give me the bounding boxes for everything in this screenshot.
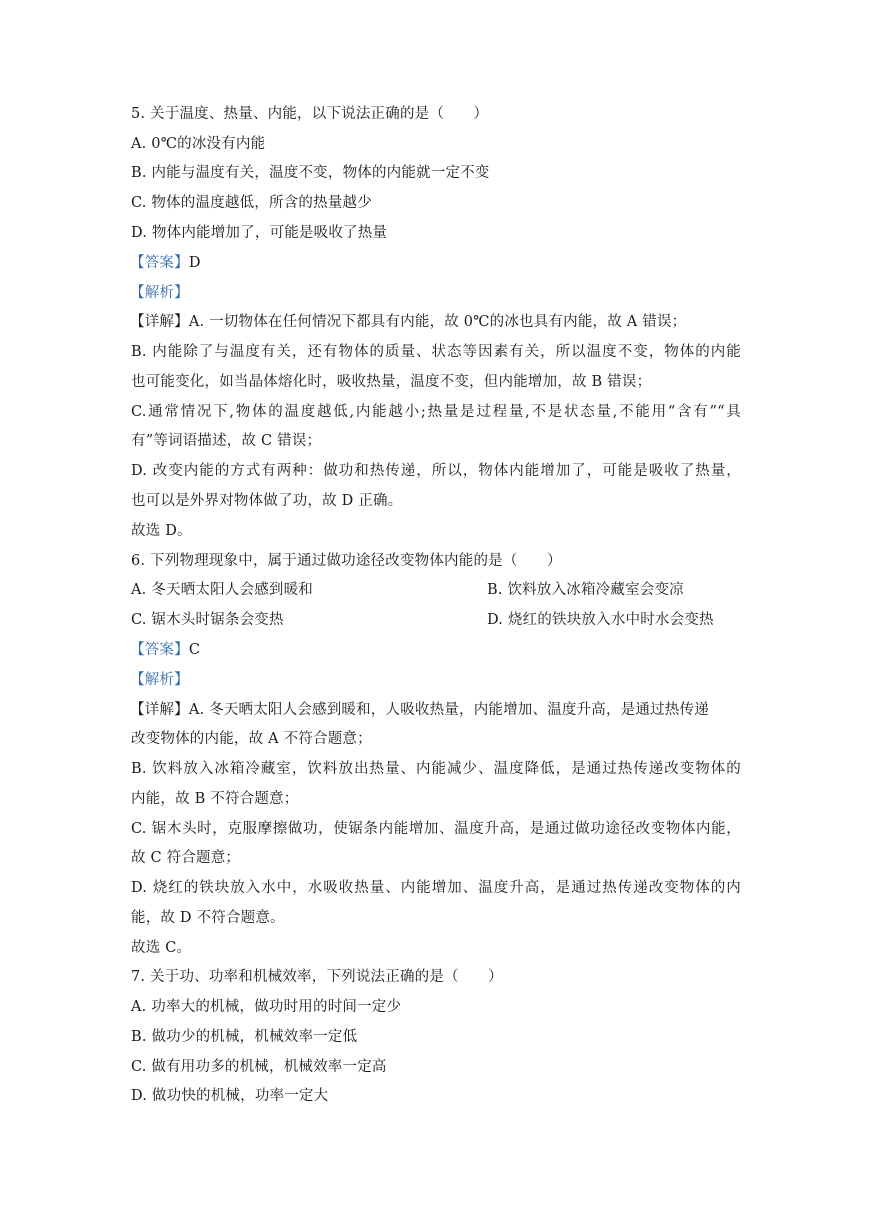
q5-detail-line-6: D. 改变内能的方式有两种：做功和热传递，所以，物体内能增加了，可能是吸收了热量，: [131, 463, 741, 479]
q5-option-c: C. 物体的温度越低，所含的热量越少: [131, 195, 372, 211]
q6-stem: 6. 下列物理现象中，属于通过做功途径改变物体内能的是（ ）: [131, 553, 562, 569]
q5-analysis: [130, 283, 740, 303]
q6-analysis-tag: 【解析】: [130, 672, 189, 688]
q6-detail-line-4: 内能，故 B 不符合题意；: [131, 791, 299, 807]
q7-option-a: A. 功率大的机械，做功时用的时间一定少: [131, 999, 402, 1015]
q5-detail-line-4: C.通常情况下,物体的温度越低,内能越小;热量是过程量,不是状态量,不能用“含有”“具: [131, 404, 741, 420]
q6-detail-line-1: [130, 700, 740, 720]
q6-option-b: B. 饮料放入冰箱冷藏室会变凉: [487, 582, 684, 598]
q5-detail-line-7: 也可以是外界对物体做了功，故 D 正确。: [131, 493, 403, 509]
q7-option-d: D. 做功快的机械，功率一定大: [131, 1088, 329, 1104]
q6-conclusion: 故选 C。: [131, 940, 192, 956]
q6-detail-line-5: C. 锯木头时，克服摩擦做功，使锯条内能增加、温度升高，是通过做功途径改变物体内能，: [131, 821, 741, 837]
q5-detail-line-5: 有”等词语描述，故 C 错误；: [131, 433, 322, 449]
q5-answer: [130, 253, 740, 273]
q6-detail-line-2: 改变物体的内能，故 A 不符合题意；: [131, 731, 372, 747]
q6-detail-line-8: 能，故 D 不符合题意。: [131, 910, 285, 926]
q5-answer-value: D: [188, 255, 201, 271]
q6-detail-text-1: A. 冬天晒太阳人会感到暖和，人吸收热量，内能增加、温度升高，是通过热传递: [188, 702, 709, 718]
q7-option-b: B. 做功少的机械，机械效率一定低: [131, 1029, 358, 1045]
q7-stem: 7. 关于功、功率和机械效率，下列说法正确的是（ ）: [131, 969, 503, 985]
q5-answer-tag: 【答案】: [130, 255, 189, 271]
q6-option-a: A. 冬天晒太阳人会感到暖和: [131, 582, 313, 598]
q5-option-b: B. 内能与温度有关，温度不变，物体的内能就一定不变: [131, 165, 490, 181]
q6-detail-line-7: D. 烧红的铁块放入水中，水吸收热量、内能增加、温度升高，是通过热传递改变物体的内: [131, 880, 741, 896]
q6-detail-line-3: B. 饮料放入冰箱冷藏室，饮料放出热量、内能减少、温度降低，是通过热传递改变物体的: [131, 761, 741, 777]
q6-detail-line-6: 故 C 符合题意；: [131, 850, 241, 866]
q5-detail-text-1: A. 一切物体在任何情况下都具有内能，故 0℃的冰也具有内能，故 A 错误；: [188, 314, 687, 330]
q6-answer: [130, 640, 740, 660]
q6-analysis: [130, 670, 740, 690]
q6-detail-tag: 【详解】: [130, 702, 189, 718]
q6-option-c: C. 锯木头时锯条会变热: [131, 612, 284, 628]
q6-answer-tag: 【答案】: [130, 642, 189, 658]
q5-stem: 5. 关于温度、热量、内能，以下说法正确的是（ ）: [131, 106, 489, 122]
q5-option-a: A. 0℃的冰没有内能: [131, 136, 266, 152]
q6-option-d: D. 烧红的铁块放入水中时水会变热: [487, 612, 714, 628]
q5-detail-line-2: B. 内能除了与温度有关，还有物体的质量、状态等因素有关，所以温度不变，物体的内能: [131, 344, 741, 360]
q5-conclusion: 故选 D。: [131, 523, 192, 539]
q5-detail-line-3: 也可能变化，如当晶体熔化时，吸收热量，温度不变，但内能增加，故 B 错误；: [131, 374, 652, 390]
q5-detail-tag: 【详解】: [130, 314, 189, 330]
q5-analysis-tag: 【解析】: [130, 285, 189, 301]
q7-option-c: C. 做有用功多的机械，机械效率一定高: [131, 1059, 387, 1075]
q5-option-d: D. 物体内能增加了，可能是吸收了热量: [131, 225, 388, 241]
q6-answer-value: C: [188, 642, 201, 658]
q5-detail-line-1: [130, 312, 740, 332]
